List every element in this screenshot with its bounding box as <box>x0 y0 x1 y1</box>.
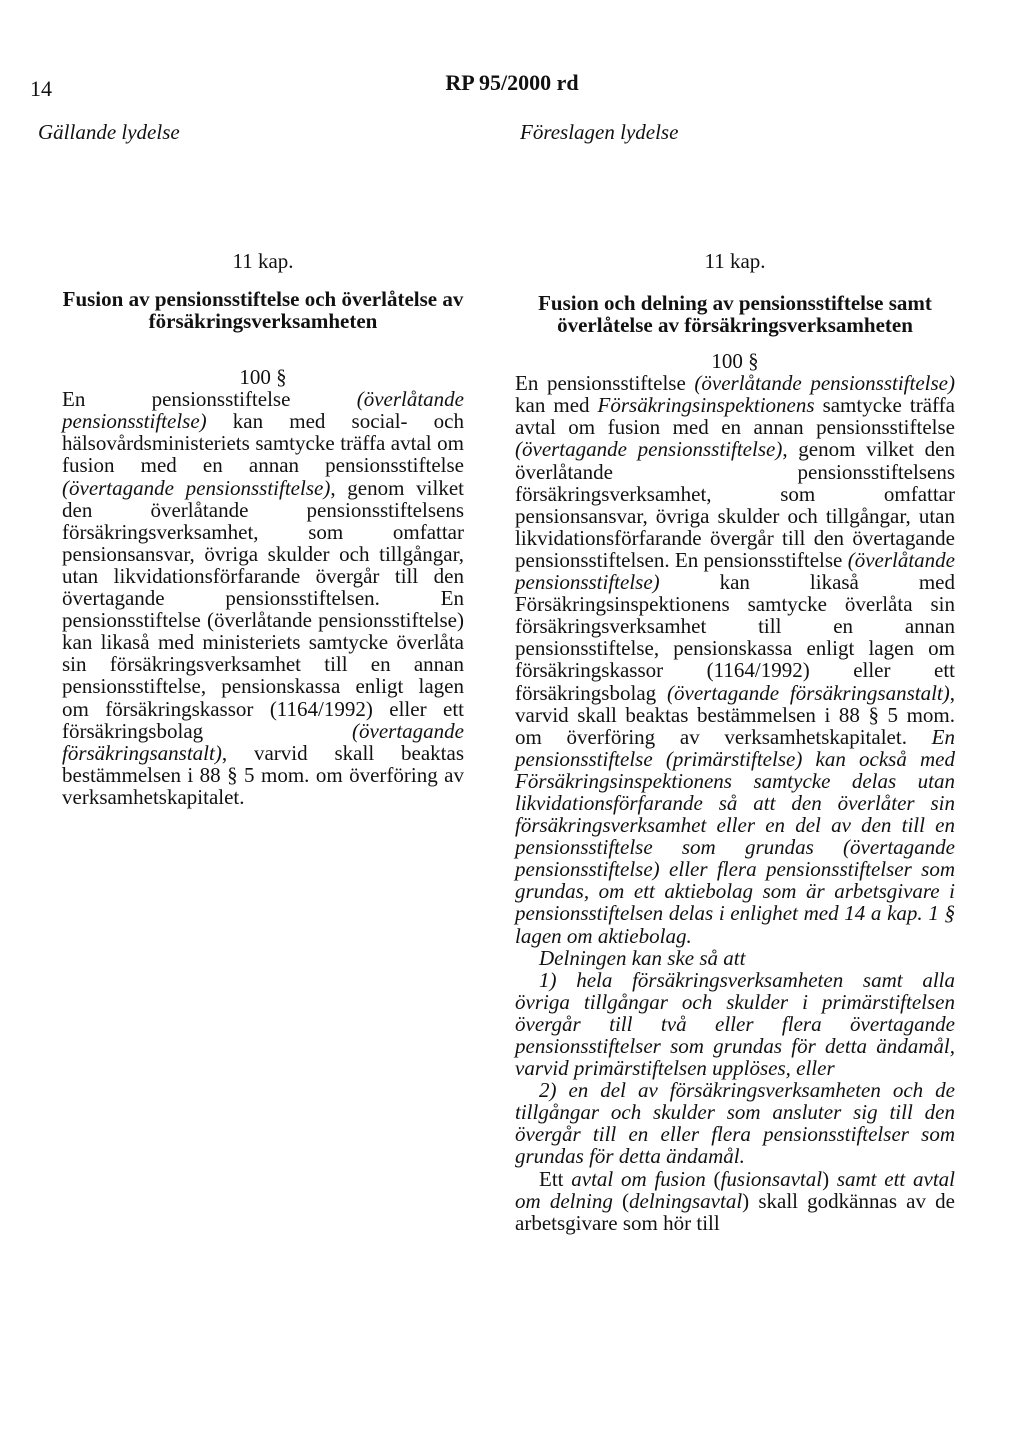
section-paragraph: Delningen kan ske så att <box>539 945 746 970</box>
section-paragraph: Ett avtal om fusion (fusionsavtal) samt ett avtal om delning (delningsavtal) skall godkännas av de arbetsgivare som hör till <box>515 1166 956 1235</box>
page-number: 14 <box>30 76 52 101</box>
section-label: 100 § <box>239 365 287 390</box>
proposed-wording-column <box>515 250 955 1234</box>
section-paragraph: En pensionsstiftelse (överlåtande pensionsstiftelse) kan med Försäkringsinspektionens samtycke träffa avtal om fusion med en annan pensionsstiftelse (övertagande pensionsstiftelse), genom vilket den överlåtande pensionsstiftelsens försäkringsverksamhet, som omfattar pensionsansvar, övriga skulder och tillgångar, utan likvidationsförfarande övergår till den övertagande pensionsstiftelsen. En pensionsstiftelse (överlåtande pensionsstiftelse) kan likaså med Försäkringsinspektionens samtycke överlåta sin försäkringsverksamhet till en annan pensionsstiftelse, pensionskassa enligt lagen om försäkringskassor (1164/1992) eller ett försäkringsbolag (övertagande försäkringsanstalt), varvid skall beaktas bestämmelsen i 88 § 5 mom. om överföring av verksamhetskapitalet. En pensionsstiftelse (primärstiftelse) kan också med Försäkringsinspektionens samtycke delas utan likvidationsförfarande så att den överlåter sin försäkringsverksamhet eller en del av den till en pensionsstiftelse som grundas (övertagande pensionsstiftelse) eller flera pensionsstiftelser som grundas, om ett aktiebolag som är arbetsgivare i pensionsstiftelsen delas i enlighet med 14 a kap. 1 § lagen om aktiebolag. <box>515 371 956 948</box>
section-paragraph: En pensionsstiftelse (överlåtande pensionsstiftelse) kan med social- och hälsovårdsministeriets samtycke träffa avtal om fusion med en annan pensionsstiftelse (övertagande pensionsstiftelse), genom vilket den överlåtande pensionsstiftelsens försäkringsverksamhet, som omfattar pensionsansvar, övriga skulder och tillgångar, utan likvidationsförfarande övergår till den övertagande pensionsstiftelsen. En pensionsstiftelse (överlåtande pensionsstiftelse) kan likaså med ministeriets samtycke överlåta sin försäkringsverksamhet till en annan pensionsstiftelse, pensionskassa enligt lagen om försäkringskassor (1164/1992) eller ett försäkringsbolag (övertagande försäkringsanstalt), varvid skall beaktas bestämmelsen i 88 § 5 mom. om överföring av verksamhetskapitalet. <box>62 387 464 809</box>
chapter-heading: Fusion av pensionsstiftelse och överlåtelse av försäkringsverksamheten <box>62 287 464 334</box>
current-wording-column <box>62 250 464 808</box>
document-id: RP 95/2000 rd <box>445 70 579 95</box>
chapter-label: 11 kap. <box>232 249 294 273</box>
chapter-heading: Fusion och delning av pensionsstiftelse samt överlåtelse av försäkringsverksamheten <box>538 291 932 338</box>
list-item: 1) hela försäkringsverksamheten samt alla övriga tillgångar och skulder i primärstiftelsen övergår till två eller flera övertagande pensionsstiftelser som grundas för detta ändamål, varvid primärstiftelsen upplöses, eller <box>515 967 955 1081</box>
list-item: 2) en del av försäkringsverksamheten och de tillgångar och skulder som ansluter sig till den övergår till en eller flera pensionsstiftelser som grundas för detta ändamål. <box>515 1078 955 1169</box>
left-column-title: Gällande lydelse <box>38 120 180 144</box>
chapter-label: 11 kap. <box>704 249 766 273</box>
section-label: 100 § <box>711 349 759 374</box>
right-column-title: Föreslagen lydelse <box>520 120 679 144</box>
